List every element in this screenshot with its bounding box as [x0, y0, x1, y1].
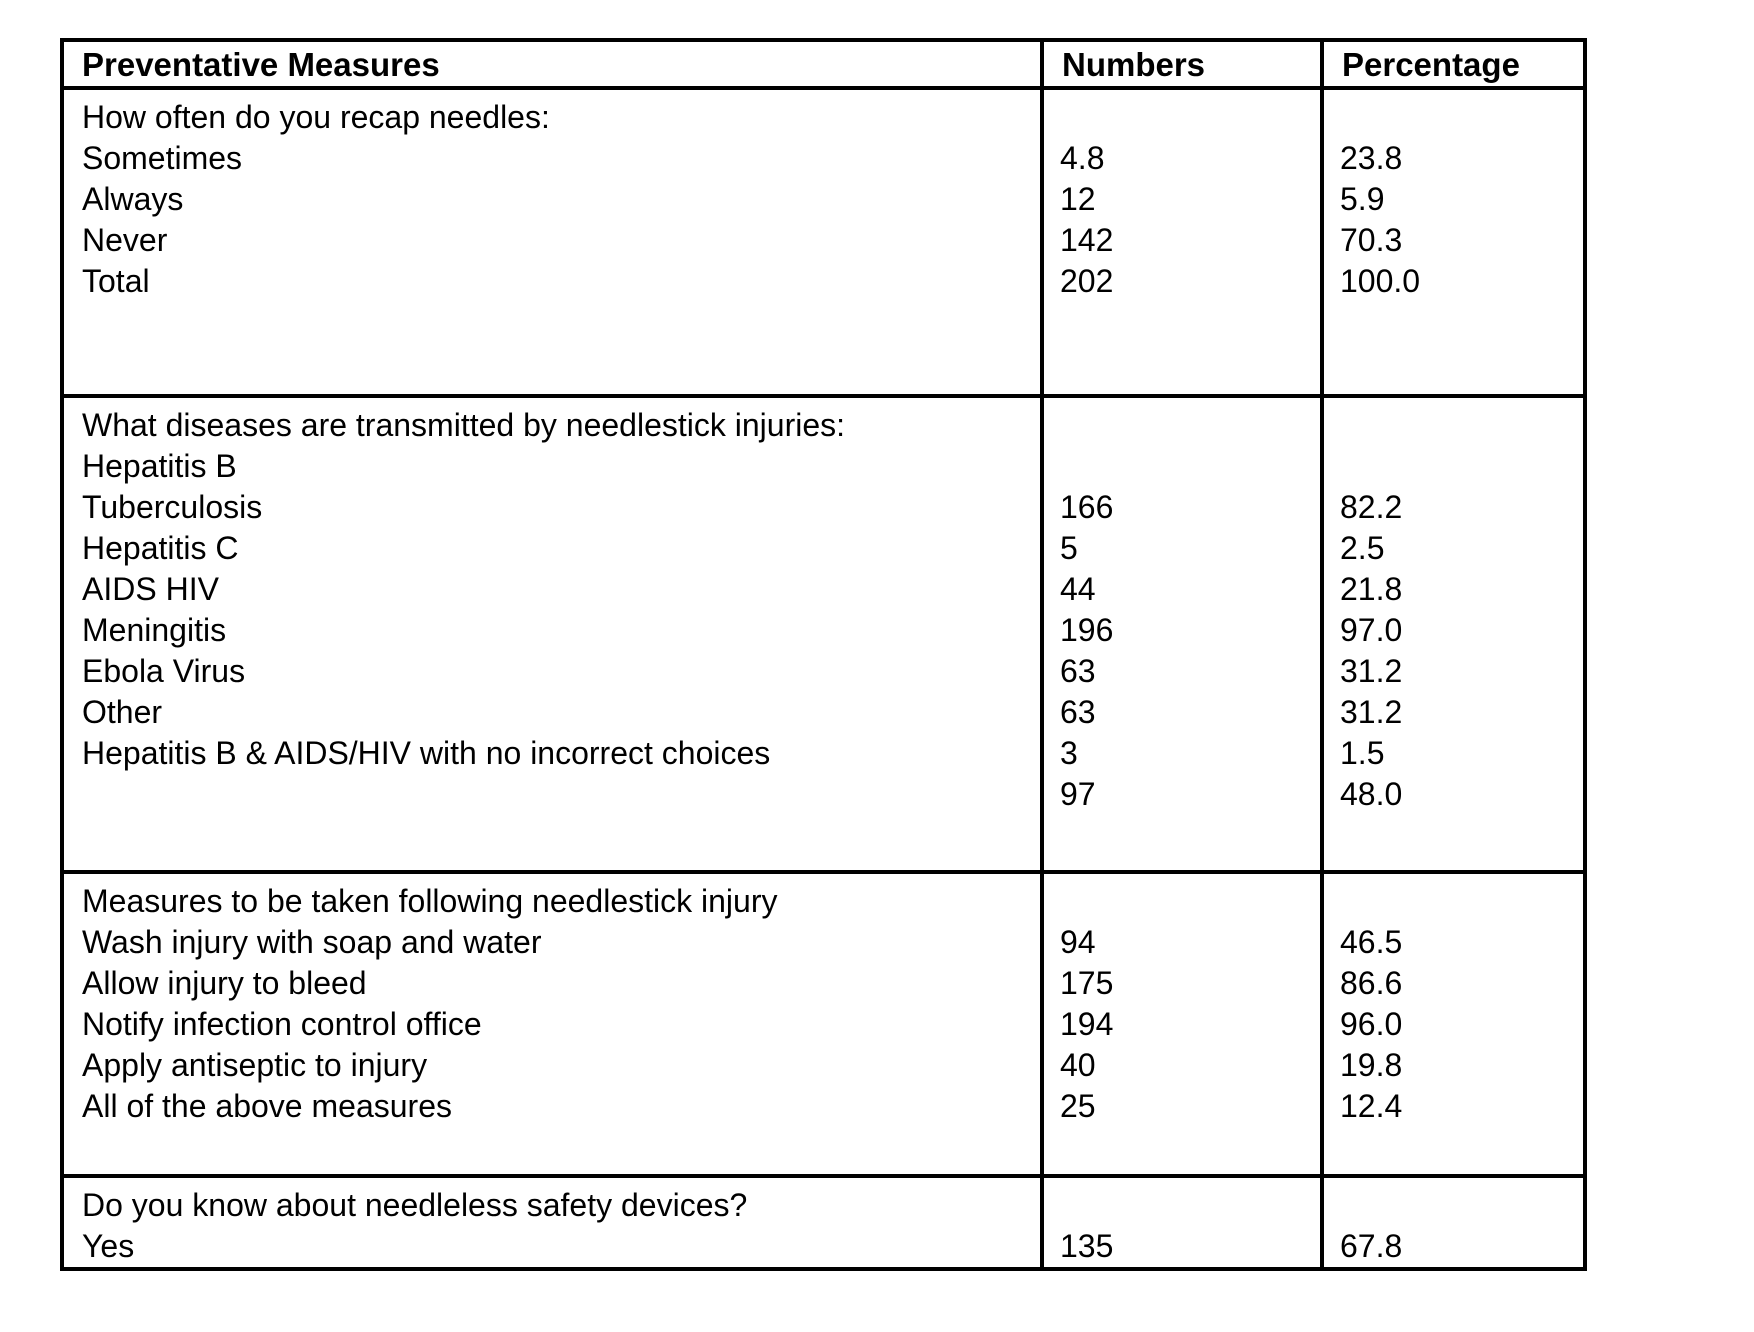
row-label: Always — [82, 181, 184, 217]
percentage-value: 12.4 — [1340, 1088, 1403, 1124]
row-label: Apply antiseptic to injury — [82, 1047, 428, 1083]
percentage-value — [1340, 97, 1579, 138]
numbers-cell — [1042, 872, 1322, 1176]
measures-cell — [62, 1176, 1042, 1269]
percentage-cell — [1322, 1176, 1585, 1269]
table-section-row — [62, 872, 1585, 1176]
table-section-row — [62, 88, 1585, 396]
number-value: 97 — [1060, 776, 1096, 812]
table-header-row — [62, 40, 1585, 88]
row-label: How often do you recap needles: — [82, 99, 550, 135]
measures-cell — [62, 872, 1042, 1176]
number-value: 196 — [1060, 612, 1114, 648]
percentage-cell — [1322, 872, 1585, 1176]
table-section-row — [62, 1176, 1585, 1269]
percentage-value: 1.5 — [1340, 735, 1385, 771]
row-label: Notify infection control office — [82, 1006, 482, 1042]
number-value: 166 — [1060, 489, 1114, 525]
number-value: 40 — [1060, 1047, 1096, 1083]
percentage-value: 48.0 — [1340, 776, 1403, 812]
row-label: All of the above measures — [82, 1088, 452, 1124]
row-label: Yes — [82, 1228, 135, 1264]
number-value: 63 — [1060, 653, 1096, 689]
numbers-cell — [1042, 396, 1322, 872]
percentage-value: 31.2 — [1340, 694, 1403, 730]
number-value: 3 — [1060, 735, 1078, 771]
percentage-value: 67.8 — [1340, 1228, 1403, 1264]
number-value — [1060, 405, 1316, 446]
number-value: 142 — [1060, 222, 1114, 258]
row-label: Hepatitis B & AIDS/HIV with no incorrect choices — [82, 735, 771, 771]
measures-cell — [62, 396, 1042, 872]
row-label: Hepatitis C — [82, 530, 239, 566]
row-label: Never — [82, 222, 168, 258]
percentage-value: 46.5 — [1340, 924, 1403, 960]
header-preventative-measures: Preventative Measures — [62, 40, 1042, 88]
number-value: 25 — [1060, 1088, 1096, 1124]
number-value: 44 — [1060, 571, 1096, 607]
row-label: What diseases are transmitted by needlestick injuries: — [82, 407, 846, 443]
number-value: 194 — [1060, 1006, 1114, 1042]
percentage-value — [1340, 446, 1579, 487]
preventative-measures-table — [60, 38, 1587, 1271]
percentage-value: 5.9 — [1340, 181, 1385, 217]
row-label: Meningitis — [82, 612, 227, 648]
numbers-cell — [1042, 88, 1322, 396]
percentage-value: 2.5 — [1340, 530, 1385, 566]
number-value — [1060, 881, 1316, 922]
number-value: 94 — [1060, 924, 1096, 960]
row-label: Allow injury to bleed — [82, 965, 367, 1001]
percentage-value: 100.0 — [1340, 263, 1421, 299]
number-value — [1060, 446, 1316, 487]
number-value: 135 — [1060, 1228, 1114, 1264]
row-label: AIDS HIV — [82, 571, 219, 607]
number-value — [1060, 97, 1316, 138]
number-value: 4.8 — [1060, 140, 1105, 176]
row-label: Measures to be taken following needlestick injury — [82, 883, 778, 919]
row-label: Wash injury with soap and water — [82, 924, 542, 960]
row-label: Total — [82, 263, 150, 299]
number-value: 63 — [1060, 694, 1096, 730]
numbers-cell — [1042, 1176, 1322, 1269]
row-label: Other — [82, 694, 163, 730]
table-section-row — [62, 396, 1585, 872]
number-value: 202 — [1060, 263, 1114, 299]
percentage-value: 86.6 — [1340, 965, 1403, 1001]
percentage-cell — [1322, 88, 1585, 396]
percentage-value: 82.2 — [1340, 489, 1403, 525]
header-numbers: Numbers — [1042, 40, 1322, 88]
percentage-value: 19.8 — [1340, 1047, 1403, 1083]
header-percentage: Percentage — [1322, 40, 1585, 88]
percentage-value — [1340, 405, 1579, 446]
percentage-cell — [1322, 396, 1585, 872]
percentage-value: 23.8 — [1340, 140, 1403, 176]
percentage-value — [1340, 881, 1579, 922]
percentage-value — [1340, 1185, 1579, 1226]
row-label: Ebola Virus — [82, 653, 246, 689]
percentage-value: 96.0 — [1340, 1006, 1403, 1042]
number-value: 175 — [1060, 965, 1114, 1001]
percentage-value: 97.0 — [1340, 612, 1403, 648]
row-label: Hepatitis B — [82, 448, 237, 484]
row-label: Tuberculosis — [82, 489, 263, 525]
number-value — [1060, 1185, 1316, 1226]
percentage-value: 70.3 — [1340, 222, 1403, 258]
measures-cell — [62, 88, 1042, 396]
row-label: Do you know about needleless safety devices? — [82, 1187, 748, 1223]
number-value: 5 — [1060, 530, 1078, 566]
percentage-value: 31.2 — [1340, 653, 1403, 689]
table-body — [62, 88, 1585, 1269]
percentage-value: 21.8 — [1340, 571, 1403, 607]
row-label: Sometimes — [82, 140, 243, 176]
number-value: 12 — [1060, 181, 1096, 217]
